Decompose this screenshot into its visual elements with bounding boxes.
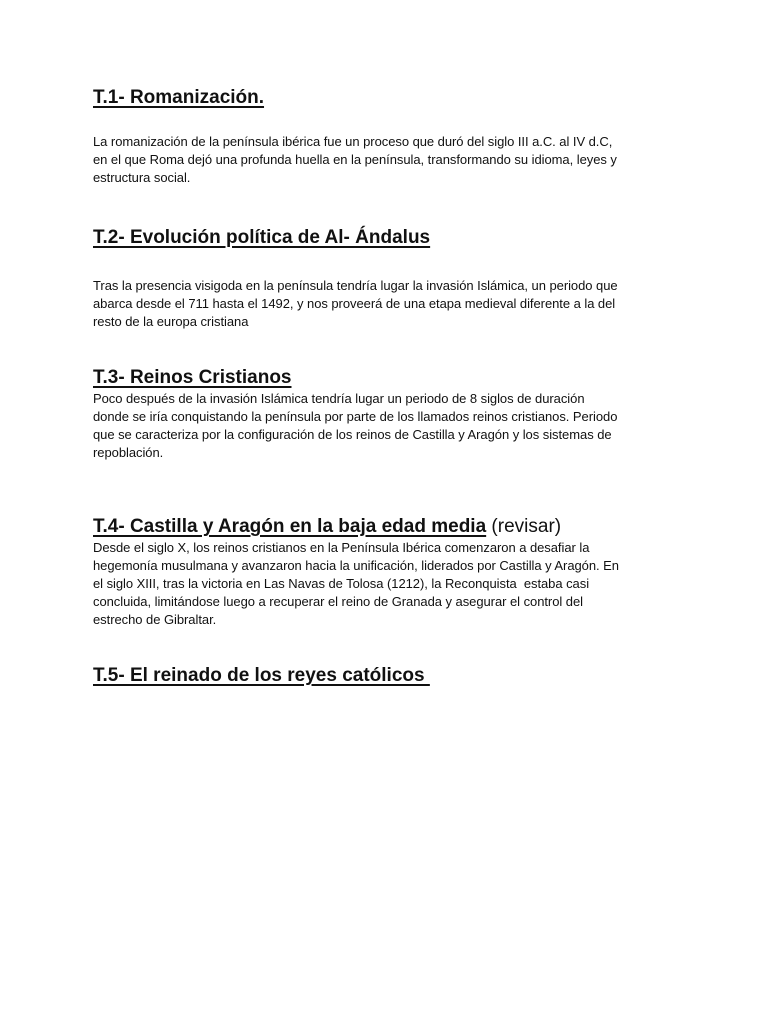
- heading-text: T.3- Reinos Cristianos: [93, 367, 292, 388]
- section-heading: [93, 86, 683, 110]
- heading-text: T.2- Evolución política de Al- Ándalus: [93, 227, 431, 248]
- heading-text: T.5- El reinado de los reyes católicos: [93, 665, 430, 686]
- body-line: Tras la presencia visigoda en la península tendría lugar la invasión Islámica, un periodo que: [93, 278, 618, 293]
- body-line: repoblación.: [93, 445, 164, 460]
- section-body: [93, 539, 683, 629]
- section-body: [93, 390, 683, 462]
- body-line: Poco después de la invasión Islámica tendría lugar un periodo de 8 siglos de duración: [93, 391, 585, 406]
- section-reinos-cristianos: [93, 366, 683, 462]
- body-line: el siglo XIII, tras la victoria en Las Navas de Tolosa (1212), la Reconquista estaba casi: [93, 576, 590, 591]
- section-reyes-catolicos: [93, 664, 683, 688]
- section-body: [93, 277, 683, 331]
- section-al-andalus: [93, 226, 683, 331]
- section-castilla-aragon: [93, 515, 683, 629]
- heading-text: T.1- Romanización.: [93, 87, 265, 108]
- body-line: concluida, limitándose luego a recuperar el reino de Granada y asegurar el control del: [93, 594, 583, 609]
- body-line: en el que Roma dejó una profunda huella en la península, transformando su idioma, leyes y: [93, 152, 617, 167]
- body-line: Desde el siglo X, los reinos cristianos en la Península Ibérica comenzaron a desafiar la: [93, 540, 590, 555]
- body-line: estructura social.: [93, 170, 191, 185]
- section-heading: [93, 226, 683, 250]
- body-line: donde se iría conquistando la península por parte de los llamados reinos cristianos. Periodo: [93, 409, 618, 424]
- section-heading: [93, 664, 683, 688]
- body-line: hegemonía musulmana y avanzaron hacia la unificación, liderados por Castilla y Aragón. En: [93, 558, 619, 573]
- section-heading: [93, 366, 683, 390]
- body-line: estrecho de Gibraltar.: [93, 612, 217, 627]
- body-line: abarca desde el 711 hasta el 1492, y nos proveerá de una etapa medieval diferente a la del: [93, 296, 616, 311]
- heading-note: (revisar): [486, 516, 562, 537]
- body-line: que se caracteriza por la configuración de los reinos de Castilla y Aragón y los sistemas de: [93, 427, 612, 442]
- section-romanizacion: [93, 86, 683, 187]
- body-line: La romanización de la península ibérica fue un proceso que duró del siglo III a.C. al IV d.C,: [93, 134, 613, 149]
- section-body: [93, 133, 683, 187]
- heading-text: T.4- Castilla y Aragón en la baja edad media: [93, 516, 487, 537]
- body-line: resto de la europa cristiana: [93, 314, 249, 329]
- section-heading: [93, 515, 683, 539]
